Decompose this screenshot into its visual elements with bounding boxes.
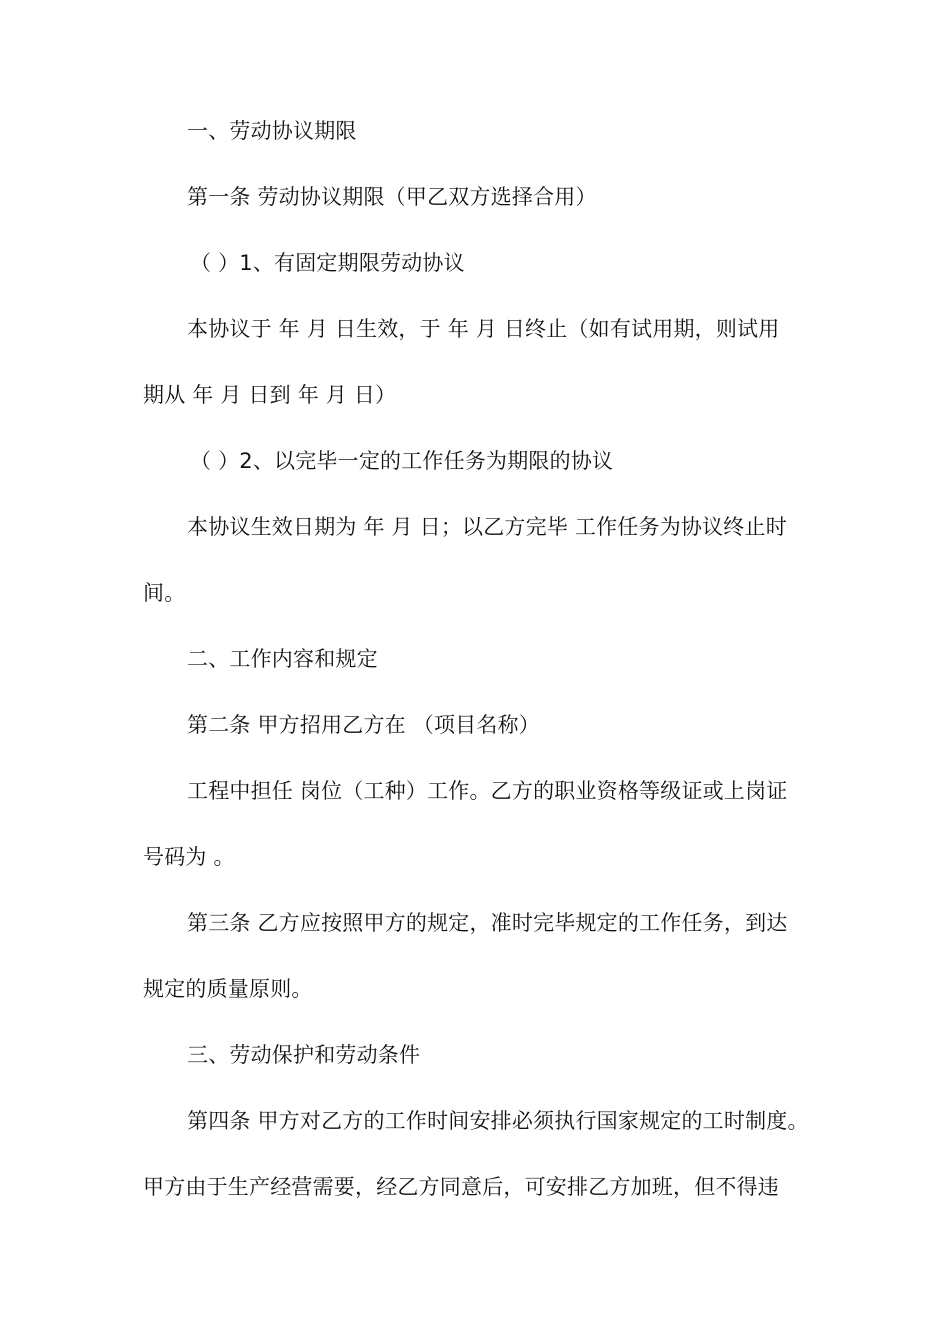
section-heading-2: 二、工作内容和规定 [187,647,378,671]
paragraph-line: 间。 [143,581,186,605]
paragraph-line: 甲方由于生产经营需要，经乙方同意后，可安排乙方加班，但不得违 [143,1175,779,1199]
paragraph-line: 规定的质量原则。 [143,977,313,1001]
option-fixed-term: （ ）1、有固定期限劳动协议 [190,251,465,275]
section-heading-3: 三、劳动保护和劳动条件 [187,1043,421,1067]
paragraph-line: 工程中担任 岗位（工种）工作。乙方的职业资格等级证或上岗证 [187,779,788,803]
article-3-line: 第三条 乙方应按照甲方的规定，准时完毕规定的工作任务，到达 [187,911,788,935]
article-4-line: 第四条 甲方对乙方的工作时间安排必须执行国家规定的工时制度。 [187,1109,809,1133]
article-2-title: 第二条 甲方招用乙方在 （项目名称） [187,713,540,737]
option-task-based: （ ）2、以完毕一定的工作任务为期限的协议 [190,449,614,473]
paragraph-line: 本协议于 年 月 日生效，于 年 月 日终止（如有试用期，则试用 [187,317,780,341]
paragraph-line: 本协议生效日期为 年 月 日；以乙方完毕 工作任务为协议终止时 [187,515,787,539]
section-heading-1: 一、劳动协议期限 [187,119,357,143]
paragraph-line: 期从 年 月 日到 年 月 日） [143,383,397,407]
paragraph-line: 号码为 。 [143,845,235,869]
article-1-title: 第一条 劳动协议期限（甲乙双方选择合用） [187,185,597,209]
